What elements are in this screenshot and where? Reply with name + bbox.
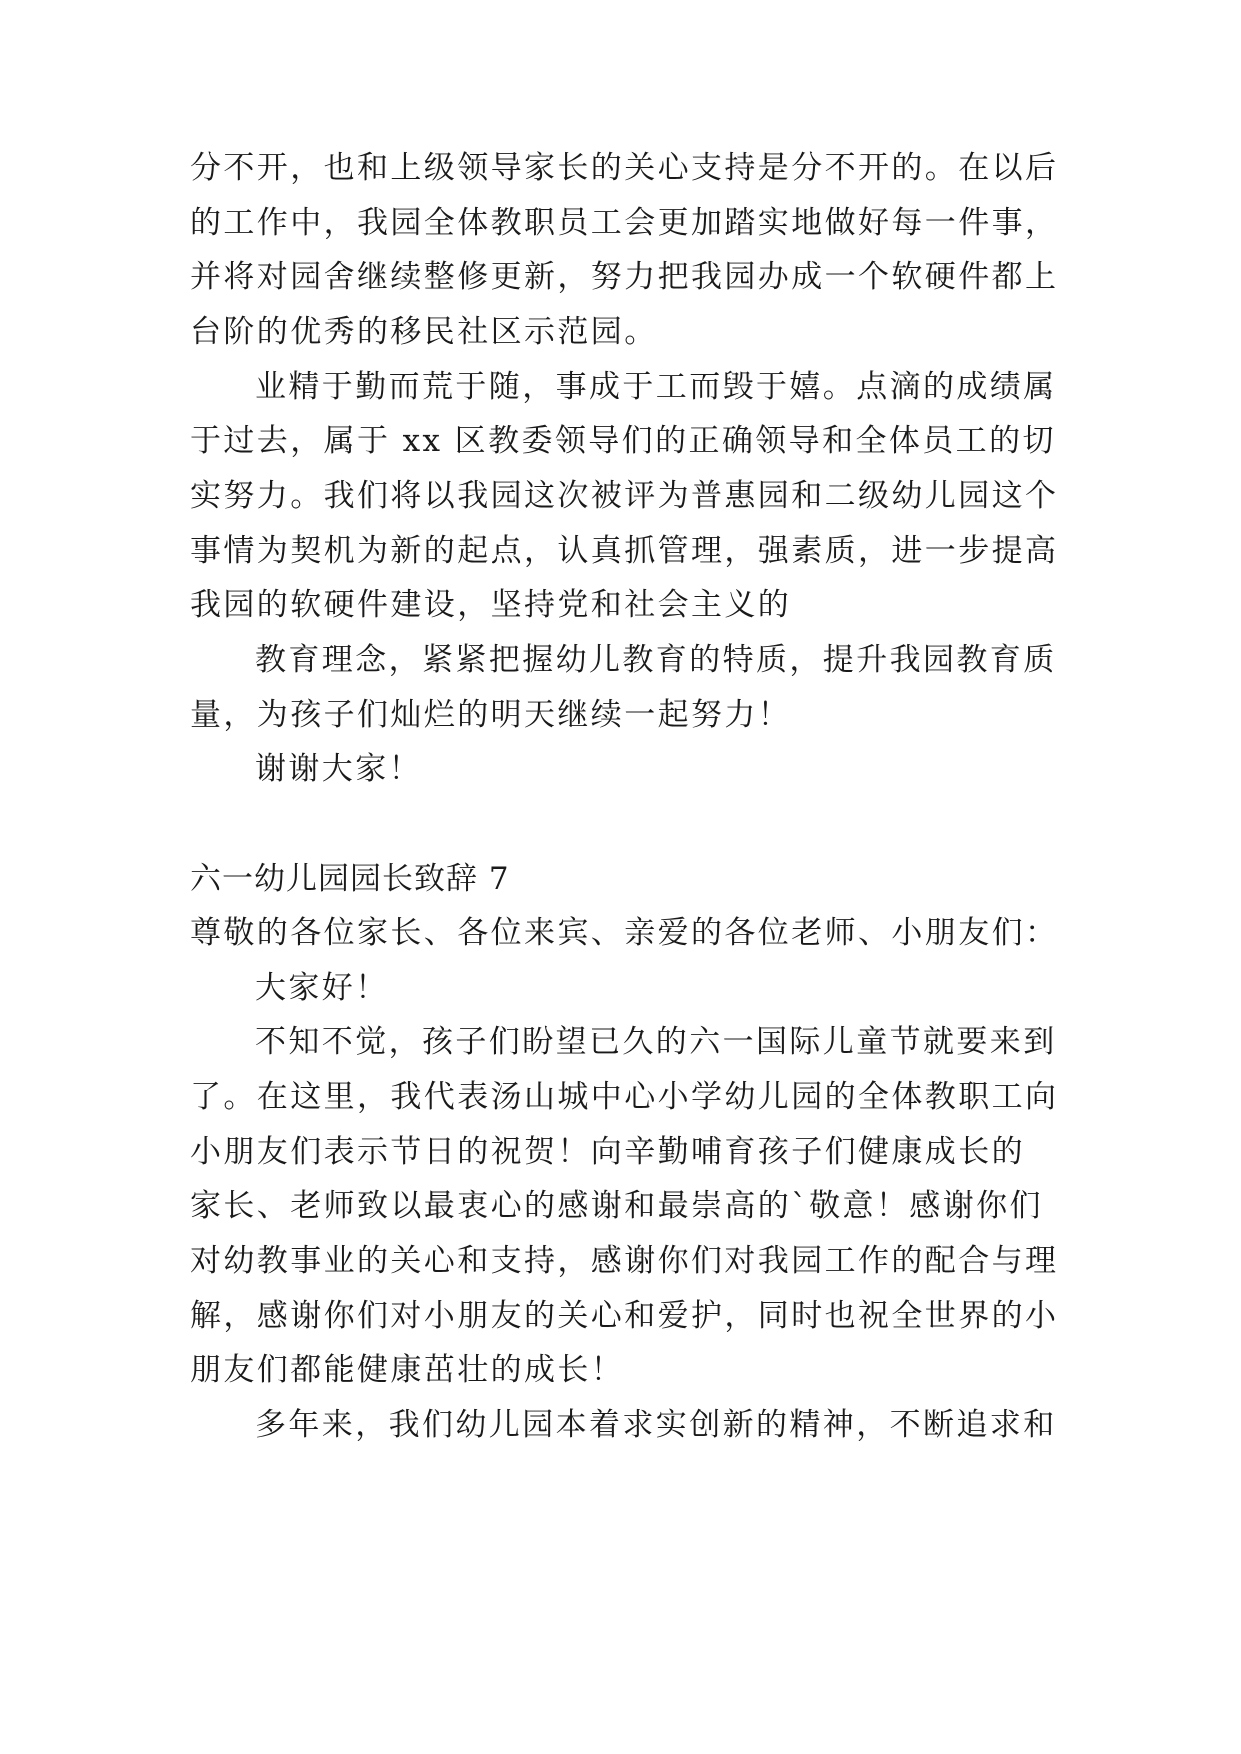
paragraph-3-line-2: 量，为孩子们灿烂的明天继续一起努力！ — [190, 697, 792, 733]
paragraph-2-line-1: 业精于勤而荒于随，事成于工而毁于嬉。点滴的成绩属 — [255, 369, 1057, 405]
paragraph-1-line-4: 台阶的优秀的移民社区示范园。 — [190, 314, 658, 350]
body-paragraph-2-line-1: 多年来，我们幼儿园本着求实创新的精神，不断追求和 — [255, 1407, 1057, 1443]
section-title: 六一幼儿园园长致辞 7 — [190, 861, 510, 897]
paragraph-1-line-3: 并将对园舍继续整修更新，努力把我园办成一个软硬件都上 — [190, 259, 1059, 295]
body-paragraph-1-line-7: 朋友们都能健康茁壮的成长！ — [190, 1352, 625, 1388]
body-paragraph-1-line-4: 家长、老师致以最衷心的感谢和最崇高的`敬意！感谢你们 — [190, 1188, 1043, 1224]
paragraph-2-line-2: 于过去，属于 xx 区教委领导们的正确领导和全体员工的切 — [190, 423, 1056, 459]
salutation: 尊敬的各位家长、各位来宾、亲爱的各位老师、小朋友们： — [190, 915, 1059, 951]
paragraph-2-line-5: 我园的软硬件建设，坚持党和社会主义的 — [190, 587, 792, 623]
body-paragraph-1-line-6: 解，感谢你们对小朋友的关心和爱护，同时也祝全世界的小 — [190, 1298, 1059, 1334]
body-paragraph-1-line-3: 小朋友们表示节日的祝贺！向辛勤哺育孩子们健康成长的 — [190, 1134, 1025, 1170]
paragraph-1-line-1: 分不开，也和上级领导家长的关心支持是分不开的。在以后 — [190, 150, 1059, 186]
greeting: 大家好！ — [255, 970, 389, 1006]
body-paragraph-1-line-5: 对幼教事业的关心和支持，感谢你们对我园工作的配合与理 — [190, 1243, 1059, 1279]
paragraph-1-line-2: 的工作中，我园全体教职员工会更加踏实地做好每一件事， — [190, 205, 1059, 241]
closing-thanks: 谢谢大家！ — [255, 751, 422, 787]
body-paragraph-1-line-2: 了。在这里，我代表汤山城中心小学幼儿园的全体教职工向 — [190, 1079, 1059, 1115]
paragraph-2-line-4: 事情为契机为新的起点，认真抓管理，强素质，进一步提高 — [190, 533, 1059, 569]
paragraph-3-line-1: 教育理念，紧紧把握幼儿教育的特质，提升我园教育质 — [255, 642, 1057, 678]
body-paragraph-1-line-1: 不知不觉，孩子们盼望已久的六一国际儿童节就要来到 — [255, 1024, 1057, 1060]
paragraph-2-line-3: 实努力。我们将以我园这次被评为普惠园和二级幼儿园这个 — [190, 478, 1059, 514]
